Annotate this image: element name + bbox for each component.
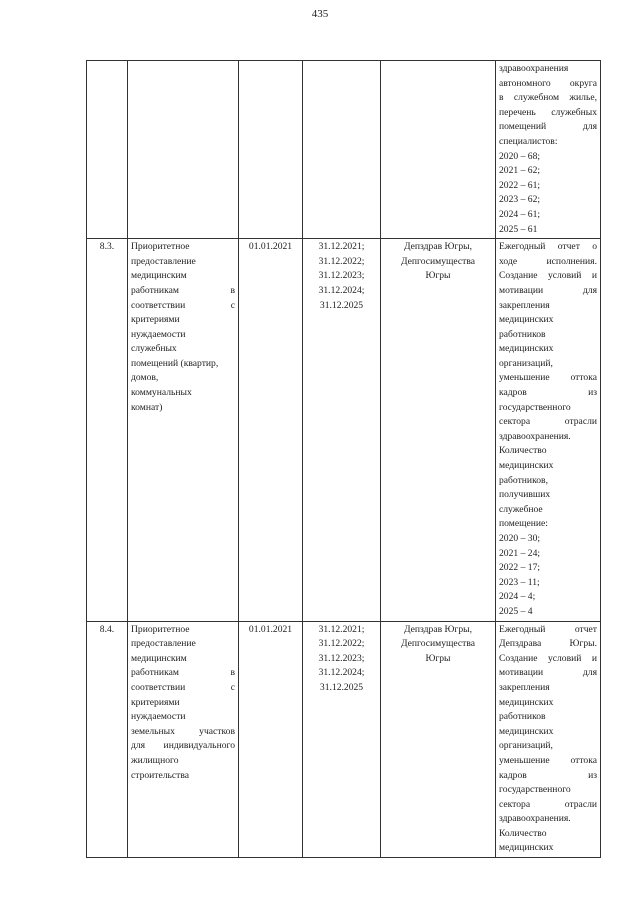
text-line: медицинских bbox=[499, 343, 554, 355]
text-line: закрепления bbox=[499, 681, 550, 693]
row-number-cell bbox=[87, 61, 128, 239]
text-line: работников, bbox=[499, 474, 548, 486]
executors bbox=[381, 61, 495, 63]
text-line: 31.12.2025 bbox=[319, 299, 364, 311]
text-line: служебное bbox=[499, 503, 543, 515]
text-line: помещений для bbox=[499, 121, 597, 133]
text-line: здравоохранения. bbox=[499, 430, 571, 442]
text-line: медицинским bbox=[131, 270, 187, 282]
measure-name-cell bbox=[128, 239, 239, 621]
text-line: Приоритетное bbox=[131, 241, 190, 253]
text-line: сектора отрасли bbox=[499, 416, 597, 428]
text-line: критериями bbox=[131, 696, 180, 708]
text-line: Количество bbox=[499, 445, 547, 457]
text-line: соответствии с bbox=[131, 299, 235, 311]
executor-cell bbox=[381, 621, 496, 858]
table-row bbox=[87, 239, 601, 621]
text-line: государственного bbox=[499, 784, 571, 796]
text-line: Ежегодный отчет bbox=[499, 623, 597, 635]
text-line: нуждаемости bbox=[131, 711, 186, 723]
measure-name bbox=[128, 622, 238, 785]
text-line: 31.12.2025 bbox=[319, 681, 364, 693]
text-line: медицинским bbox=[131, 652, 187, 664]
start-date-cell bbox=[239, 621, 303, 858]
text-line: уменьшение оттока bbox=[499, 372, 597, 384]
measure-name-cell bbox=[128, 61, 239, 239]
text-line: работников bbox=[499, 328, 546, 340]
result-cell bbox=[496, 61, 601, 239]
text-line: строительства bbox=[131, 769, 190, 781]
expected-result bbox=[496, 622, 600, 858]
measure-name bbox=[128, 239, 238, 416]
text-line: 2023 – 11; bbox=[499, 576, 540, 588]
text-line: помещений (квартир, bbox=[131, 357, 219, 369]
text-line: мотивации для bbox=[499, 284, 597, 296]
text-line: получивших bbox=[499, 489, 551, 501]
row-number bbox=[87, 61, 127, 63]
text-line: земельных участков bbox=[131, 725, 235, 737]
text-line: перечень служебных bbox=[499, 106, 597, 118]
text-line: государственного bbox=[499, 401, 571, 413]
text-line: Югры bbox=[425, 652, 451, 664]
deadline-cell bbox=[303, 239, 381, 621]
text-line: 2020 – 30; bbox=[499, 533, 541, 544]
text-line: соответствии с bbox=[131, 681, 235, 693]
text-line: работников bbox=[499, 711, 546, 723]
text-line: работникам в bbox=[131, 284, 235, 296]
text-line: работникам в bbox=[131, 667, 235, 679]
start-date-cell bbox=[239, 239, 303, 621]
text-line: медицинских bbox=[499, 842, 554, 854]
text-line: 31.12.2021; bbox=[318, 623, 365, 635]
text-line: предоставление bbox=[131, 255, 196, 267]
text-line: мотивации для bbox=[499, 667, 597, 679]
text-line: Депгосимущества bbox=[400, 255, 476, 267]
expected-result bbox=[496, 61, 600, 238]
text-line: уменьшение оттока bbox=[499, 754, 597, 766]
text-line: здравоохранения. bbox=[499, 813, 571, 825]
text-line: Количество bbox=[499, 827, 547, 839]
text-line: организаций, bbox=[499, 740, 553, 752]
text-line: организаций, bbox=[499, 357, 553, 369]
text-line: 2025 – 4 bbox=[499, 605, 533, 617]
measure-name bbox=[128, 61, 238, 63]
expected-result bbox=[496, 239, 600, 620]
text-line: медицинских bbox=[499, 696, 554, 708]
text-line: 31.12.2023; bbox=[318, 270, 365, 282]
text-line: критериями bbox=[131, 314, 180, 326]
executor-cell bbox=[381, 239, 496, 621]
text-line: 2022 – 17; bbox=[499, 562, 541, 574]
text-line: Югры bbox=[425, 270, 451, 282]
text-line: помещение: bbox=[499, 518, 548, 530]
text-line: в служебном жилье, bbox=[499, 92, 597, 104]
text-line: Депздрав Югры, bbox=[404, 241, 472, 253]
text-line: сектора отрасли bbox=[499, 798, 597, 810]
text-line: комнат) bbox=[131, 401, 163, 413]
text-line: кадров из bbox=[499, 387, 597, 399]
text-line: 2021 – 62; bbox=[499, 165, 541, 177]
page-number: 435 bbox=[311, 8, 329, 20]
text-line: специалистов: bbox=[499, 135, 558, 147]
text-line: 31.12.2023; bbox=[318, 652, 365, 664]
text-line: автономного округа bbox=[499, 77, 597, 89]
text-line: 2025 – 61 bbox=[499, 223, 538, 235]
text-line: Депздрава Югры. bbox=[499, 638, 597, 650]
text-line: нуждаемости bbox=[131, 328, 186, 340]
text-line: 31.12.2022; bbox=[318, 255, 365, 267]
text-line: 2023 – 62; bbox=[499, 194, 541, 206]
text-line: 31.12.2022; bbox=[318, 638, 365, 650]
text-line: 31.12.2024; bbox=[318, 284, 365, 296]
text-line: предоставление bbox=[131, 638, 196, 650]
deadline-dates bbox=[303, 622, 380, 697]
text-line: Депздрав Югры, bbox=[404, 623, 472, 635]
text-line: медицинских bbox=[499, 725, 554, 737]
text-line: Ежегодный отчет о bbox=[499, 241, 597, 253]
result-cell bbox=[496, 239, 601, 621]
table-row bbox=[87, 621, 601, 858]
row-number: 8.4. bbox=[99, 623, 115, 635]
row-number: 8.3. bbox=[99, 241, 115, 253]
measure-name-cell bbox=[128, 621, 239, 858]
text-line: домов, bbox=[131, 372, 159, 384]
result-cell bbox=[496, 621, 601, 858]
deadline-dates bbox=[303, 61, 380, 63]
executor-cell bbox=[381, 61, 496, 239]
text-line: ходе исполнения. bbox=[499, 255, 597, 267]
text-line: Создание условий и bbox=[499, 652, 597, 664]
text-line: 31.12.2021; bbox=[318, 241, 365, 253]
text-line: 2021 – 24; bbox=[499, 547, 541, 559]
deadline-cell bbox=[303, 61, 381, 239]
deadline-dates bbox=[303, 239, 380, 314]
text-line: кадров из bbox=[499, 769, 597, 781]
text-line: 2024 – 4; bbox=[499, 591, 536, 603]
text-line: Приоритетное bbox=[131, 623, 190, 635]
text-line: коммунальных bbox=[131, 387, 192, 399]
text-line: медицинских bbox=[499, 314, 554, 326]
text-line: для индивидуального bbox=[131, 740, 235, 752]
text-line: 2024 – 61; bbox=[499, 208, 541, 220]
deadline-cell bbox=[303, 621, 381, 858]
executors bbox=[381, 239, 495, 285]
text-line: здравоохранения bbox=[499, 63, 569, 74]
text-line: закрепления bbox=[499, 299, 550, 311]
row-number-cell bbox=[87, 239, 128, 621]
text-line: 31.12.2024; bbox=[318, 667, 365, 679]
executors bbox=[381, 622, 495, 668]
text-line: служебных bbox=[131, 343, 177, 355]
start-date: 01.01.2021 bbox=[248, 623, 293, 635]
table-row bbox=[87, 61, 601, 239]
row-number-cell bbox=[87, 621, 128, 858]
text-line: Депгосимущества bbox=[400, 638, 476, 650]
text-line: 2022 – 61; bbox=[499, 179, 541, 191]
start-date: 01.01.2021 bbox=[248, 241, 293, 253]
start-date bbox=[239, 61, 302, 63]
text-line: Создание условий и bbox=[499, 270, 597, 282]
text-line: 2020 – 68; bbox=[499, 150, 541, 162]
text-line: медицинских bbox=[499, 460, 554, 472]
measures-table bbox=[86, 60, 601, 858]
text-line: жилищного bbox=[131, 754, 179, 766]
start-date-cell bbox=[239, 61, 303, 239]
